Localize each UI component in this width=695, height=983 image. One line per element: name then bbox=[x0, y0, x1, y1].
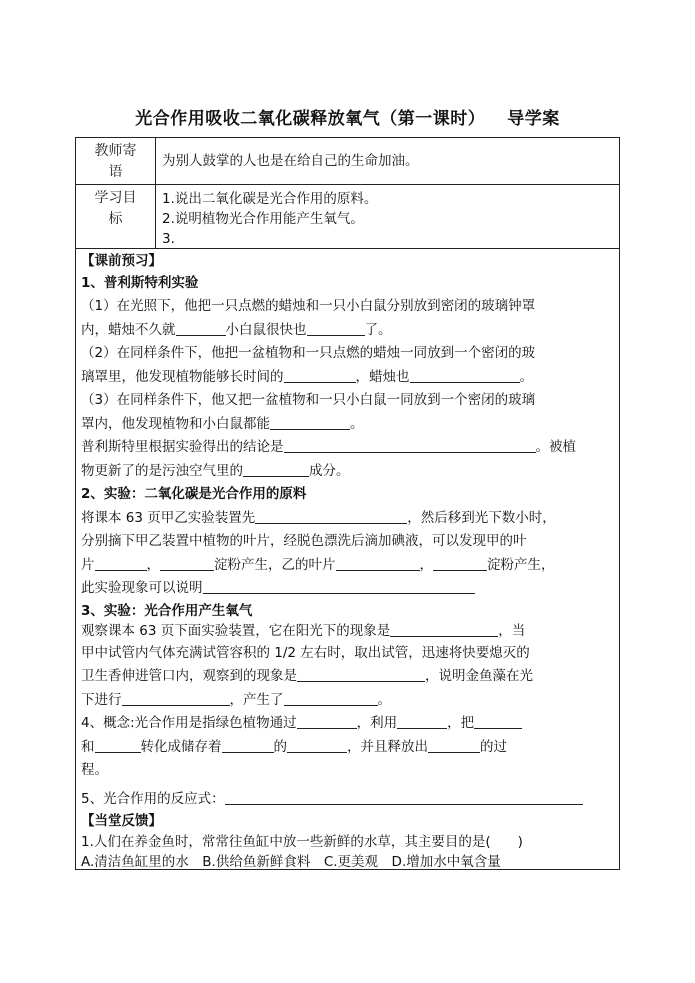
fill-blank[interactable] bbox=[428, 738, 480, 753]
text-segment: 4、概念:光合作用是指绿色植物通过 bbox=[81, 715, 297, 731]
s1-p1-line1: （1）在光照下，他把一只点燃的蜡烛和一只小白鼠分别放到密闭的玻璃钟罩 bbox=[81, 298, 536, 314]
feedback-options-1: A.清洁鱼缸里的水 B.供给鱼新鲜食料 C.更美观 D.增加水中氧含量 bbox=[81, 854, 501, 870]
fill-blank[interactable] bbox=[243, 462, 309, 477]
s4-line1 bbox=[81, 712, 614, 736]
teacher-row bbox=[76, 138, 619, 185]
fill-blank[interactable] bbox=[255, 509, 407, 524]
teacher-label-line2: 语 bbox=[108, 164, 123, 180]
fill-blank[interactable] bbox=[287, 738, 347, 753]
text-segment: 。 bbox=[377, 691, 391, 708]
fill-blank[interactable] bbox=[474, 714, 522, 729]
text-segment: 此实验现象可以说明 bbox=[81, 580, 203, 596]
fill-blank[interactable] bbox=[390, 622, 498, 637]
text-segment: 的 bbox=[273, 738, 287, 755]
text-segment: ，产生了 bbox=[229, 691, 284, 708]
text-segment: 将课本 63 页甲乙实验装置先 bbox=[81, 509, 256, 526]
text-segment: 内，蜡烛不久就 bbox=[81, 321, 176, 338]
text-segment: 淀粉产生，乙的叶片 bbox=[214, 556, 336, 573]
fill-blank[interactable] bbox=[225, 790, 583, 805]
fill-blank[interactable] bbox=[397, 714, 447, 729]
fill-blank[interactable] bbox=[122, 691, 230, 706]
text-segment: 。被植 bbox=[535, 439, 576, 455]
text-segment: 小白鼠很快也 bbox=[225, 321, 307, 338]
text-segment: 普利斯特里根据实验得出的结论是 bbox=[81, 439, 284, 455]
teacher-label-line1: 教师寄 bbox=[94, 143, 137, 159]
fill-blank[interactable] bbox=[95, 556, 147, 571]
s1-p3-line1: （3）在同样条件下，他又把一盆植物和一只小白鼠一同放到一个密闭的玻璃 bbox=[81, 392, 536, 408]
goal-item: 3. bbox=[162, 231, 175, 247]
fill-blank[interactable] bbox=[284, 368, 356, 383]
goals-label-line2: 标 bbox=[108, 211, 123, 227]
text-segment: 淀粉产生， bbox=[487, 556, 555, 573]
text-segment: 物更新了的是污浊空气里的 bbox=[81, 462, 243, 479]
text-segment: ，当 bbox=[498, 623, 526, 639]
fill-blank[interactable] bbox=[297, 714, 357, 729]
text-segment: 的过 bbox=[480, 738, 507, 755]
text-segment: 和 bbox=[81, 738, 95, 755]
text-segment: 转化成储存着 bbox=[140, 738, 222, 755]
teacher-label bbox=[76, 138, 156, 184]
title-main: 光合作用吸收二氧化碳释放氧气（第一课时） bbox=[135, 109, 486, 129]
text-segment: ，然后移到光下数小时， bbox=[407, 509, 556, 526]
s1-conclusion-line1 bbox=[81, 436, 614, 460]
text-segment: ，蜡烛也 bbox=[355, 368, 410, 385]
fill-blank[interactable] bbox=[160, 556, 214, 571]
fill-blank[interactable] bbox=[433, 556, 487, 571]
text-segment: 观察课本 63 页下面实验装置，它在阳光下的现象是 bbox=[81, 623, 391, 639]
section-2-heading: 2、实验：二氧化碳是光合作用的原料 bbox=[81, 486, 307, 502]
text-segment: ，并且释放出 bbox=[347, 738, 428, 755]
s4-line2 bbox=[81, 736, 614, 760]
text-segment: 下进行 bbox=[81, 691, 122, 708]
text-segment: ，说明金鱼藻在光 bbox=[425, 668, 533, 684]
text-segment: 了。 bbox=[364, 321, 392, 338]
text-segment: ， bbox=[419, 556, 433, 573]
goal-item: 1.说出二氧化碳是光合作用的原料。 bbox=[162, 191, 378, 207]
title-suffix: 导学案 bbox=[507, 109, 560, 129]
text-segment: ， bbox=[146, 556, 160, 573]
s3-line2: 甲中试管内气体充满试管容积的 1/2 左右时，取出试管，迅速将快要熄灭的 bbox=[81, 644, 530, 661]
fill-blank[interactable] bbox=[336, 556, 420, 571]
goals-row bbox=[76, 185, 619, 249]
goals-label bbox=[76, 185, 156, 248]
fill-blank[interactable] bbox=[270, 415, 350, 430]
preview-heading: 【课前预习】 bbox=[81, 253, 162, 269]
feedback-heading: 【当堂反馈】 bbox=[81, 813, 162, 829]
goals-label-line1: 学习目 bbox=[94, 190, 137, 206]
s1-p1-line2 bbox=[81, 319, 614, 343]
goals-list bbox=[162, 189, 615, 249]
s1-p2-line2 bbox=[81, 366, 614, 390]
text-segment: 成分。 bbox=[309, 462, 350, 479]
s3-line4 bbox=[81, 689, 614, 713]
worksheet-table bbox=[75, 137, 620, 870]
text-segment: 。 bbox=[519, 368, 533, 385]
fill-blank[interactable] bbox=[410, 368, 520, 383]
s5-line1 bbox=[81, 788, 614, 812]
text-segment: 片 bbox=[81, 556, 95, 573]
section-1-heading: 1、普利斯特利实验 bbox=[81, 274, 199, 291]
goal-item: 2.说明植物光合作用能产生氧气。 bbox=[162, 211, 364, 227]
fill-blank[interactable] bbox=[176, 321, 226, 336]
content-area bbox=[81, 251, 614, 873]
fill-blank[interactable] bbox=[222, 738, 274, 753]
fill-blank[interactable] bbox=[203, 579, 475, 594]
text-segment: 卫生香伸进管口内，观察到的现象是 bbox=[81, 668, 297, 684]
s1-p3-line2 bbox=[81, 413, 614, 437]
s4-line3: 程。 bbox=[81, 762, 108, 778]
s2-line2: 分别摘下甲乙装置中植物的叶片，经脱色漂洗后滴加碘液，可以发现甲的叶 bbox=[81, 533, 527, 549]
fill-blank[interactable] bbox=[284, 691, 378, 706]
fill-blank[interactable] bbox=[95, 738, 141, 753]
text-segment: 璃罩里，他发现植物能够长时间的 bbox=[81, 368, 284, 385]
section-3-heading: 3、实验：光合作用产生氧气 bbox=[81, 602, 253, 619]
s1-p2-line1: （2）在同样条件下，他把一盆植物和一只点燃的蜡烛一同放到一个密闭的玻 bbox=[81, 345, 536, 361]
page-title bbox=[0, 104, 695, 129]
text-segment: ，把 bbox=[447, 715, 475, 731]
s2-line3 bbox=[81, 554, 614, 578]
text-segment: 罩内，他发现植物和小白鼠都能 bbox=[81, 415, 270, 432]
teacher-message: 为别人鼓掌的人也是在给自己的生命加油。 bbox=[162, 153, 419, 169]
fill-blank[interactable] bbox=[284, 438, 536, 453]
text-segment: 。 bbox=[350, 415, 364, 432]
s2-line1 bbox=[81, 507, 614, 531]
s3-line3 bbox=[81, 665, 614, 689]
fill-blank[interactable] bbox=[307, 321, 365, 336]
s1-conclusion-line2 bbox=[81, 460, 614, 484]
s2-line4 bbox=[81, 577, 614, 601]
text-segment: 5、光合作用的反应式： bbox=[81, 790, 225, 807]
fill-blank[interactable] bbox=[297, 667, 425, 682]
feedback-question-1: 1.人们在养金鱼时，常常往鱼缸中放一些新鲜的水草，其主要目的是( ) bbox=[81, 833, 523, 850]
s3-line1 bbox=[81, 621, 614, 642]
text-segment: ，利用 bbox=[356, 715, 398, 731]
